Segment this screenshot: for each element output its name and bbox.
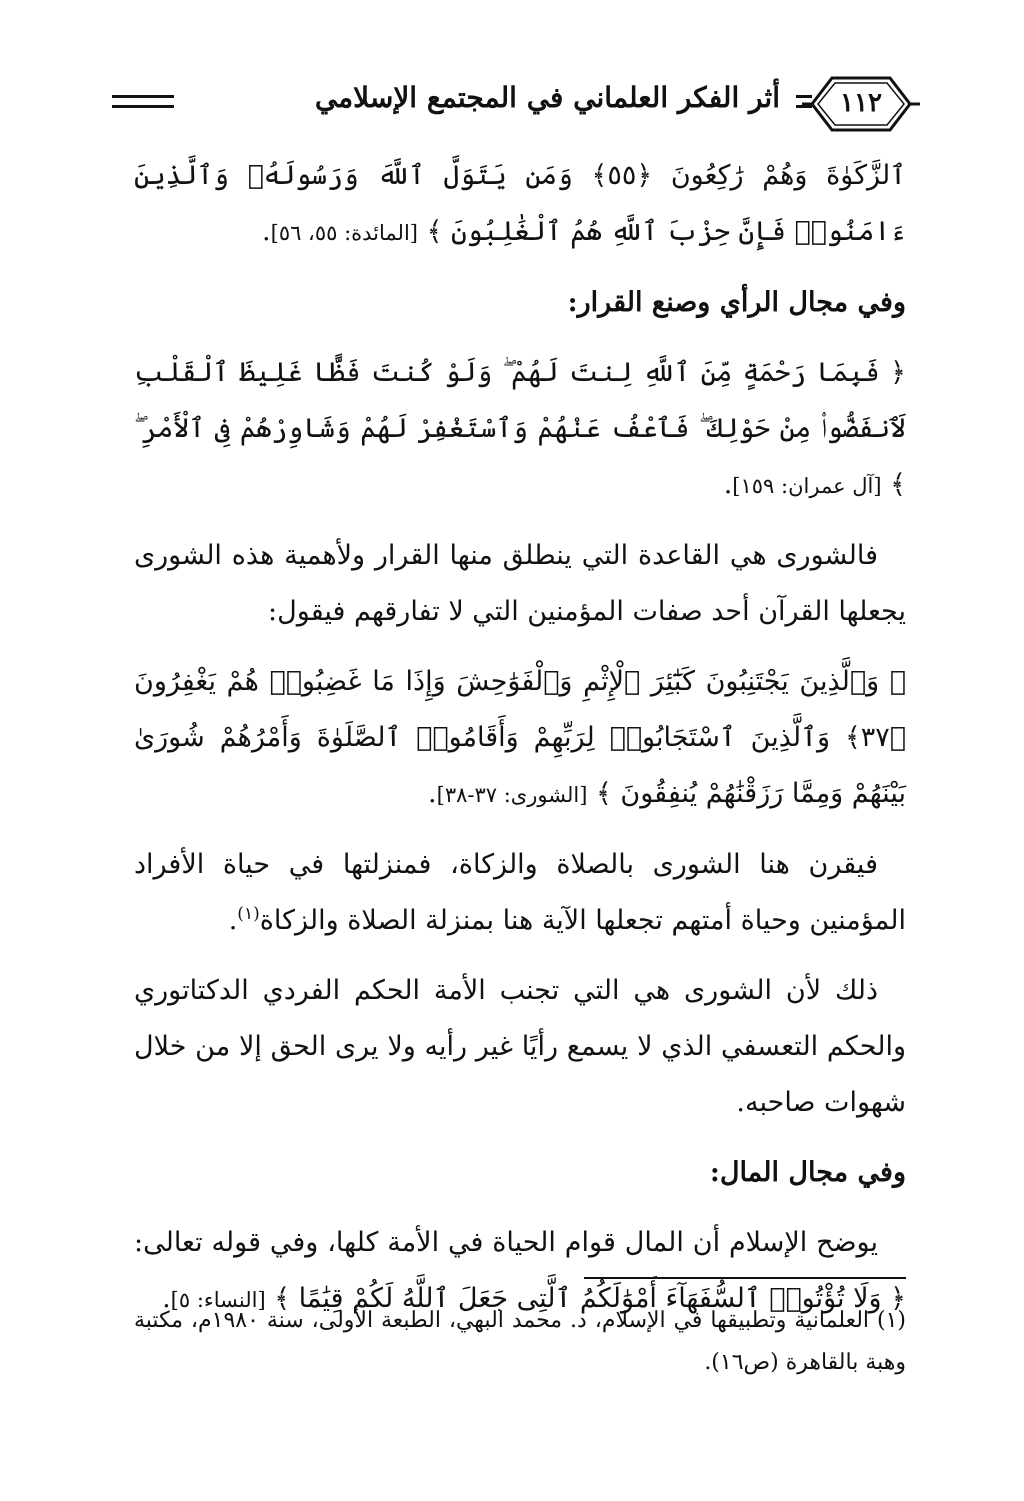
paragraph: ٱلزَّكَوٰةَ وَهُمْ رَٰكِعُونَ ﴿٥٥﴾ وَمَن يَتَوَلَّ ٱللَّهَ وَرَسُولَهُۥ وَٱلَّذِينَ ءَامَنُوا۟ فَإِنَّ حِزْبَ ٱللَّهِ هُمُ ٱلْغَٰلِبُونَ ﴾ [المائدة: ٥٥، ٥٦]. — [134, 160, 906, 247]
running-title: أثر الفكر العلماني في المجتمع الإسلامي — [314, 81, 780, 114]
header-rule — [796, 105, 812, 108]
verse-reference: [آل عمران: ١٥٩] — [732, 474, 882, 498]
header-rule — [796, 95, 812, 98]
paragraph: فالشورى هي القاعدة التي ينطلق منها القرار ولأهمية هذه الشورى يجعلها القرآن أحد صفات المؤمنين التي لا تفارقهم فيقول: — [134, 540, 906, 627]
header-rule — [112, 105, 174, 108]
footnote-marker[interactable]: (١) — [237, 904, 260, 924]
verse-reference: [المائدة: ٥٥، ٥٦] — [270, 221, 418, 245]
quran-verse: ﴿ فَبِمَا رَحْمَةٍ مِّنَ ٱللَّهِ لِنتَ لَهُمْ ۖ وَلَوْ كُنتَ فَظًّا غَلِيظَ ٱلْقَلْبِ لَٱنفَضُّوا۟ مِنْ حَوْلِكَ ۖ فَٱعْفُ عَنْهُمْ وَٱسْتَغْفِرْ لَهُمْ وَشَاوِرْهُمْ فِى ٱلْأَمْرِ ۖ ﴾ — [134, 357, 906, 500]
section-heading: وفي مجال الرأي وصنع القرار: — [567, 287, 906, 318]
paragraph-text: يوضح الإسلام أن المال قوام الحياة في الأمة كلها، وفي قوله تعالى: — [134, 1227, 878, 1258]
verse-reference: [الشورى: ٣٧-٣٨] — [436, 783, 588, 807]
quran-verse: ﴿ وَلَا تُؤْتُوا۟ ٱلسُّفَهَآءَ أَمْوَٰلَكُمُ ٱلَّتِى جَعَلَ ٱللَّهُ لَكُمْ قِيَٰمًا ﴾ — [274, 1283, 906, 1314]
paragraph-text: فيقرن هنا الشورى بالصلاة والزكاة، فمنزلتها في حياة الأفراد المؤمنين وحياة أمتهم تجعلها الآية هنا بمنزلة الصلاة والزكاة — [134, 849, 906, 936]
page-number: ١١٢ — [840, 88, 882, 118]
footnotes — [134, 1300, 906, 1384]
page-body — [134, 148, 906, 1328]
footnote-marker: (١) — [876, 1308, 906, 1333]
footnote-separator — [584, 1277, 906, 1279]
paragraph: ﴿ وَٱلَّذِينَ يَجْتَنِبُونَ كَبَٰٓئِرَ ٱلْإِثْمِ وَٱلْفَوَٰحِشَ وَإِذَا مَا غَضِبُوا۟ هُمْ يَغْفِرُونَ ﴿٣٧﴾ وَٱلَّذِينَ ٱسْتَجَابُوا۟ لِرَبِّهِمْ وَأَقَامُوا۟ ٱلصَّلَوٰةَ وَأَمْرُهُمْ شُورَىٰ بَيْنَهُمْ وَمِمَّا رَزَقْنَٰهُمْ يُنفِقُونَ ﴾ [الشورى: ٣٧-٣٨]. — [134, 666, 906, 809]
header-rule — [112, 95, 174, 98]
paragraph: ﴿ فَبِمَا رَحْمَةٍ مِّنَ ٱللَّهِ لِنتَ لَهُمْ ۖ وَلَوْ كُنتَ فَظًّا غَلِيظَ ٱلْقَلْبِ لَٱنفَضُّوا۟ مِنْ حَوْلِكَ ۖ فَٱعْفُ عَنْهُمْ وَٱسْتَغْفِرْ لَهُمْ وَشَاوِرْهُمْ فِى ٱلْأَمْرِ ۖ ﴾ [آل عمران: ١٥٩]. — [134, 357, 906, 500]
page-number-badge — [802, 72, 920, 136]
footnote-text: العلمانية وتطبيقها في الإسلام، د. محمد البهي، الطبعة الأولى، سنة ١٩٨٠م، مكتبة وهبة بالقاهرة (ص١٦). — [134, 1308, 906, 1375]
footnote-item — [134, 1300, 906, 1384]
paragraph: ذلك لأن الشورى هي التي تجنب الأمة الحكم الفردي الدكتاتوري والحكم التعسفي الذي لا يسمع رأيًا غير رأيه ولا يرى الحق إلا من خلال شهوات صاحبه. — [134, 975, 906, 1118]
verse-reference: [النساء: ٥] — [170, 1288, 266, 1312]
paragraph: فيقرن هنا الشورى بالصلاة والزكاة، فمنزلتها في حياة الأفراد المؤمنين وحياة أمتهم تجعلها الآية هنا بمنزلة الصلاة والزكاة$^{(١)}$. — [134, 849, 906, 936]
quran-verse: ﴿ وَٱلَّذِينَ يَجْتَنِبُونَ كَبَٰٓئِرَ ٱلْإِثْمِ وَٱلْفَوَٰحِشَ وَإِذَا مَا غَضِبُوا۟ هُمْ يَغْفِرُونَ ﴿٣٧﴾ وَٱلَّذِينَ ٱسْتَجَابُوا۟ لِرَبِّهِمْ وَأَقَامُوا۟ ٱلصَّلَوٰةَ وَأَمْرُهُمْ شُورَىٰ بَيْنَهُمْ وَمِمَّا رَزَقْنَٰهُمْ يُنفِقُونَ ﴾ — [134, 666, 906, 809]
running-header — [112, 60, 920, 150]
quran-verse: ٱلزَّكَوٰةَ وَهُمْ رَٰكِعُونَ ﴿٥٥﴾ وَمَن يَتَوَلَّ ٱللَّهَ وَرَسُولَهُۥ وَٱلَّذِينَ ءَامَنُوا۟ فَإِنَّ حِزْبَ ٱللَّهِ هُمُ ٱلْغَٰلِبُونَ ﴾ — [134, 160, 906, 247]
paragraph: يوضح الإسلام أن المال قوام الحياة في الأمة كلها، وفي قوله تعالى: ﴿ وَلَا تُؤْتُوا۟ ٱلسُّفَهَآءَ أَمْوَٰلَكُمُ ٱلَّتِى جَعَلَ ٱللَّهُ لَكُمْ قِيَٰمًا ﴾ [النساء: ٥]. — [134, 1227, 906, 1314]
section-heading: وفي مجال المال: — [709, 1157, 906, 1188]
